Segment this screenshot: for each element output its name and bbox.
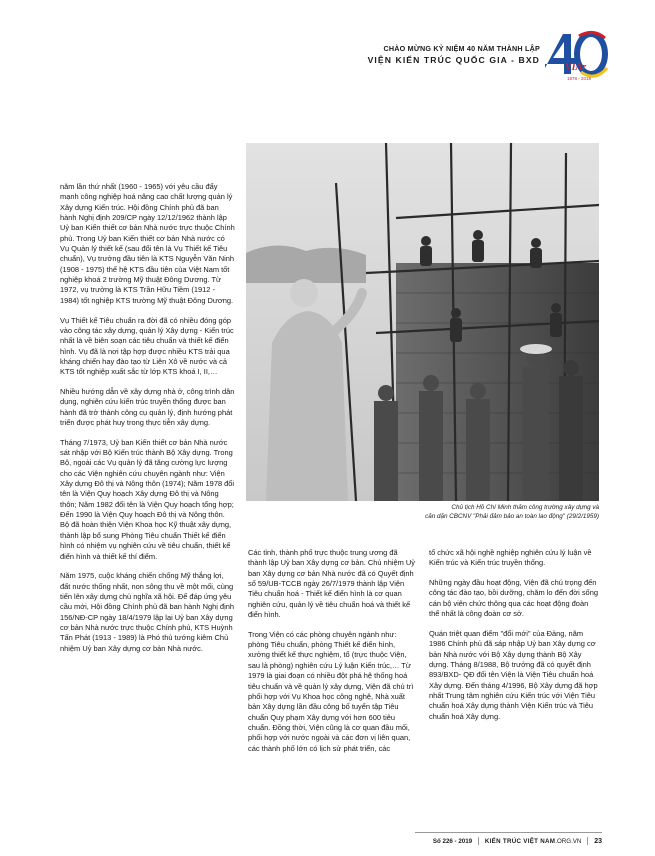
header-line-1: CHÀO MỪNG KỶ NIỆM 40 NĂM THÀNH LẬP [383,44,540,53]
svg-text:1978 - 2018: 1978 - 2018 [567,76,592,81]
site-name: KIẾN TRÚC VIỆT NAM.ORG.VN [484,837,582,845]
paragraph: Tháng 7/1973, Uỷ ban Kiến thiết cơ bản Nhà nước sát nhập với Bộ Kiến trúc thành Bộ Xây dựng. Trong Bộ, ngoài các Vụ quản lý đã tăng cường lực lượng cho các Viện nghiên cứu chuyên ngành như: Viện Xây dựng Đô thị và Nông thôn (1974); Năm 1978 đổi tên là Viện Quy hoạch Xây dựng Đô thị và Nông thôn; Năm 1982 đổi tên là Viện Quy hoạch tổng hợp; Đến 1990 là Viện Quy hoạch Đô thị và Nông thôn. Bộ đã hoàn thiện Viện Khoa học Kỹ thuật xây dựng, thành lập bổ sung Phòng Tiêu chuẩn Thiết kế điển hình có nhiệm vụ nghiên cứu về tiêu chuẩn, thiết kế điển hình và thiết kế thí điểm. [60,437,235,561]
footer-divider [587,837,588,845]
magazine-header [330,44,540,65]
issue-number: Số 226 - 2019 [432,837,473,845]
text-column-1 [60,182,235,663]
page-number: 23 [594,837,602,845]
paragraph: năm lần thứ nhất (1960 - 1965) với yêu cầu đẩy mạnh công nghiệp hoá nâng cao chất lượng quản lý Xây dựng Kiến trúc. Hội đồng Chính phủ đã ban hành Nghị định 209/CP ngày 12/12/1962 thành lập Uỷ ban Kiến thiết cơ bản Nhà nước trực thuộc Chính phủ. Trong Uỷ ban Kiến thiết cơ bản Nhà nước có Vụ Quản lý thiết kế (sau đổi tên là Vụ Thiết kế Tiêu chuẩn), Vụ trưởng đầu tiên là KTS Nguyễn Văn Ninh (1908 - 1975) thế hệ KTS đầu tiên của Việt Nam tốt nghiệp khoá 2 trường Mỹ thuật Đông Dương. Từ 1972, vụ trưởng là KTS Trần Hữu Tiềm (1912 - 1984) tốt nghiệp KTS trường Mỹ thuật Đông Dương. [60,182,235,305]
paragraph: Những ngày đầu hoạt động, Viện đã chú trọng đến công tác đào tạo, bồi dưỡng, chăm lo đến đời sống cán bộ viên chức thông qua các hoạt động đoàn thể nhất là công đoàn cơ sở. [429,578,598,619]
paragraph: tổ chức xã hội nghề nghiệp nghiên cứu lý luận về Kiến trúc và Kiến trúc truyền thống. [429,548,592,568]
paragraph: Năm 1975, cuộc kháng chiến chống Mỹ thắng lợi, đất nước thống nhất, non sông thu về một mối, cùng tiến lên xây dựng chủ nghĩa xã hội. Để đáp ứng yêu cầu mới, Hội đồng Chính phủ đã ban hành Nghị định 156/NĐ-CP ngày 18/4/1979 lập lại Uỷ ban Xây dựng cơ bản Nhà nước trực thuộc Chính phủ, KTS Huỳnh Tấn Phát (1913 - 1989) là Phó thủ tướng kiêm Chủ nhiệm Uỷ ban Xây dựng cơ bản Nhà nước. [60,571,234,653]
page-footer [415,832,602,847]
historical-photo [246,143,599,501]
paragraph: Các tỉnh, thành phố trực thuộc trung ương đã thành lập Uỷ ban Xây dựng cơ bản. Chủ nhiệm Uỷ ban Xây dựng cơ bản Nhà nước đã có Quyết định số 59/UB-TCCB ngày 26/7/1979 thành lập Viện Tiêu chuẩn hoá - Thiết kế điển hình là cơ quan nghiên cứu, quản lý về tiêu chuẩn hoá và thiết kế điển hình. [248,548,415,620]
paragraph: Nhiều hướng dẫn về xây dựng nhà ở, công trình dân dụng, nghiên cứu kiến trúc truyền thống được ban hành đã trở thành công cụ quản lý, định hướng phát triển được phát huy trong thực tiễn xây dựng. [60,386,235,427]
text-column-2 [248,548,418,763]
caption-line-1: Chủ tịch Hồ Chí Minh thăm công trường xây dựng và [451,504,599,511]
caption-line-2: căn dặn CBCNV "Phải đảm bảo an toàn lao động" (29/2/1959) [425,513,599,520]
paragraph: Trong Viện có các phòng chuyên ngành như: phòng Tiêu chuẩn, phòng Thiết kế điển hình, xưởng thiết kế thực nghiệm, tổ (trực thuộc Viện, sau là phòng) nghiên cứu Lý luận Kiến trúc,… Từ 1979 là giai đoạn có nhiều đột phá hệ thống hoá tiêu chuẩn và về quản lý xây dựng, Viện đã chủ trì phối hợp với Vụ Khoa học công nghệ, Nhà xuất bản Xây dựng lần đầu công bố tuyển tập Tiêu chuẩn Quy phạm Xây dựng với hơn 600 tiêu chuẩn. Đồng thời, Viện cũng là cơ quan đầu mối, phối hợp với nước ngoài và các đơn vị liên quan, các thành phố lớn có lịch sử phát triển, các [248,629,414,753]
photo-caption [246,503,599,521]
paragraph: Vụ Thiết kế Tiêu chuẩn ra đời đã có nhiều đóng góp vào công tác xây dựng, quản lý Xây dựng - Kiến trúc nhất là về biên soạn các tiêu chuẩn và thiết kế điển hình. Vụ đã là nơi tập hợp được nhiều KTS trải qua kháng chiến hay đào tạo từ Liên Xô về nước và cả KTS tốt nghiệp xuất sắc từ lớp KTS khoá I, II,… [60,315,234,377]
svg-text:VIAr: VIAr [565,62,587,73]
anniversary-logo [541,28,611,82]
paragraph: Quán triệt quan điểm "đổi mới" của Đảng, năm 1986 Chính phủ đã sáp nhập Uỷ ban Xây dựng cơ bản Nhà nước với Bộ Xây dựng thành Bộ Xây dựng. Tháng 8/1988, Bộ trưởng đã có quyết định 893/BXD- QĐ đổi tên Viện là Viện Tiêu chuẩn hoá Xây dựng. Đến tháng 4/1996, Bộ Xây dựng đã hợp nhất Trung tâm nghiên cứu Kiến trúc với Viện Tiêu chuẩn hoá Xây dựng thành Viện Kiến trúc và Tiêu chuẩn hoá Xây dựng. [429,628,598,721]
text-column-3 [429,548,599,731]
header-line-2: VIỆN KIẾN TRÚC QUỐC GIA - BXD [367,55,540,65]
footer-divider [478,837,479,845]
